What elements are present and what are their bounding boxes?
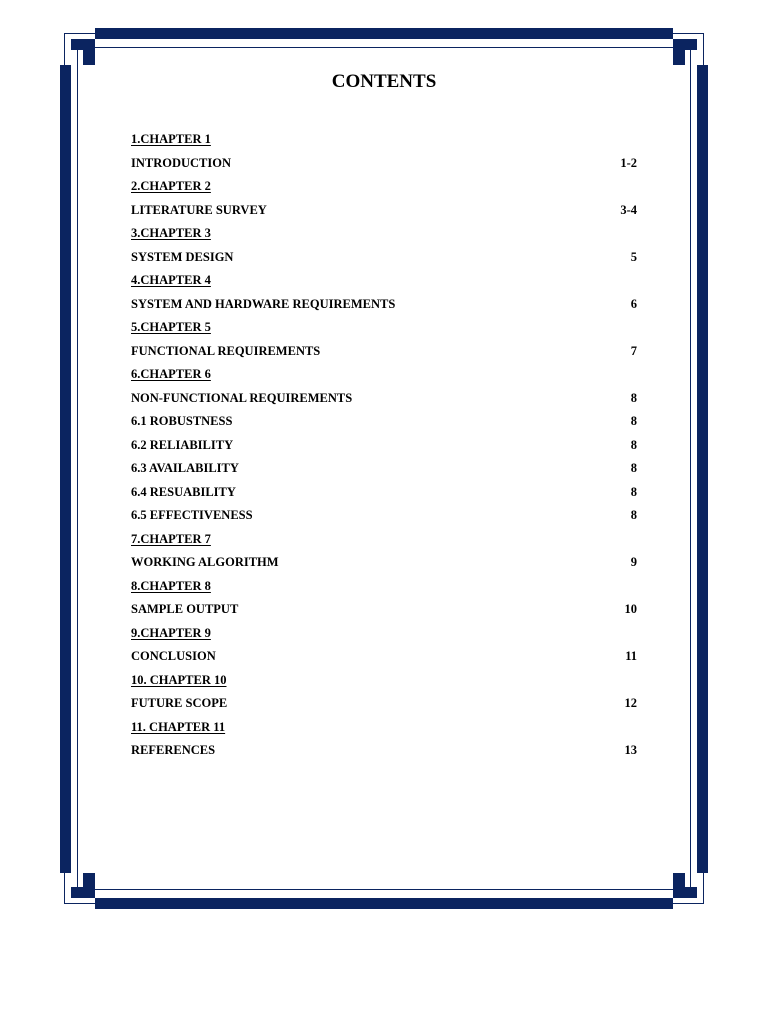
toc-entry-label: 6.3 AVAILABILITY [131,461,239,475]
toc-entry [131,247,637,267]
toc-page-number: 12 [624,696,637,710]
toc-entry [131,411,637,431]
border-corner-post-tr [673,50,685,65]
border-corner-block-bl [71,887,95,898]
toc-chapter-heading [131,670,637,690]
toc-page-number: 8 [630,390,637,405]
toc-entry [131,458,637,478]
toc-entry-label: 8.CHAPTER 8 [131,578,211,593]
toc-page-number: 6 [630,296,637,311]
page-title: CONTENTS [331,71,437,92]
toc-entry-label: WORKING ALGORITHM [131,555,279,569]
toc-page-number: 1-2 [620,155,637,170]
toc-entry-label: 6.5 EFFECTIVENESS [131,508,253,522]
toc-entry [131,505,637,525]
toc-page-number: 3-4 [620,202,637,217]
toc-page-number: 8 [630,414,637,428]
toc-entry-label: 6.2 RELIABILITY [131,437,234,452]
toc-page-number: 10 [624,602,637,616]
toc-entry-label: SYSTEM DESIGN [131,249,234,264]
toc-entry-label: 5.CHAPTER 5 [131,320,211,334]
border-corner-block-tr [673,39,697,50]
border-right-bar [697,65,708,873]
toc-entry [131,435,637,455]
toc-chapter-heading [131,129,637,149]
toc-entry [131,341,637,361]
toc-chapter-heading [131,576,637,596]
toc-page-number: 8 [630,508,637,522]
toc-entry [131,294,637,314]
toc-entry [131,200,637,220]
toc-entry-label: 6.4 RESUABILITY [131,484,236,499]
toc-page-number: 8 [630,484,637,499]
toc-entry-label: SAMPLE OUTPUT [131,602,239,616]
toc-chapter-heading [131,717,637,737]
toc-page-number: 9 [630,555,637,569]
toc-chapter-heading [131,623,637,643]
toc-entry-label: 3.CHAPTER 3 [131,226,211,240]
toc-entry-label: 9.CHAPTER 9 [131,625,211,640]
toc-entry-label: REFERENCES [131,743,216,757]
toc-entry-label: CONCLUSION [131,649,216,663]
border-corner-block-tl [71,39,95,50]
toc-entry-label: 1.CHAPTER 1 [131,132,211,146]
toc-chapter-heading [131,270,637,290]
border-corner-block-br [673,887,697,898]
toc-entry [131,693,637,713]
toc-entry [131,646,637,666]
border-left-bar [60,65,71,873]
toc-page-number: 7 [630,343,637,358]
toc-entry-label: SYSTEM AND HARDWARE REQUIREMENTS [131,296,396,311]
toc-entry-label: NON-FUNCTIONAL REQUIREMENTS [131,390,353,405]
toc-chapter-heading [131,223,637,243]
toc-entry-label: 11. CHAPTER 11 [131,719,226,734]
toc-entry-label: 6.1 ROBUSTNESS [131,414,233,428]
toc-entry-label: FUTURE SCOPE [131,696,228,710]
toc-entry-label: LITERATURE SURVEY [131,202,267,217]
toc-entry-label: 7.CHAPTER 7 [131,531,211,546]
toc-page-number: 8 [630,437,637,452]
toc-entry-label: 4.CHAPTER 4 [131,273,211,287]
toc-entry-label: 10. CHAPTER 10 [131,672,227,687]
toc-chapter-heading [131,364,637,384]
toc-chapter-heading [131,176,637,196]
toc-page-number: 8 [630,461,637,475]
toc-entry [131,388,637,408]
toc-chapter-heading [131,317,637,337]
toc-entry [131,482,637,502]
toc-entry-label: 6.CHAPTER 6 [131,367,211,381]
border-corner-post-tl [83,50,95,65]
toc-page-number: 11 [625,649,637,663]
toc-entry [131,153,637,173]
toc-page-number: 13 [624,743,637,757]
toc-entry [131,740,637,760]
toc-entry-label: FUNCTIONAL REQUIREMENTS [131,343,321,358]
border-corner-post-br [673,873,685,887]
toc-entry [131,552,637,572]
toc-page-number: 5 [630,249,637,264]
toc-chapter-heading [131,529,637,549]
border-corner-post-bl [83,873,95,887]
toc-entry-label: 2.CHAPTER 2 [131,179,211,193]
toc-entry [131,599,637,619]
toc-entry-label: INTRODUCTION [131,155,232,170]
